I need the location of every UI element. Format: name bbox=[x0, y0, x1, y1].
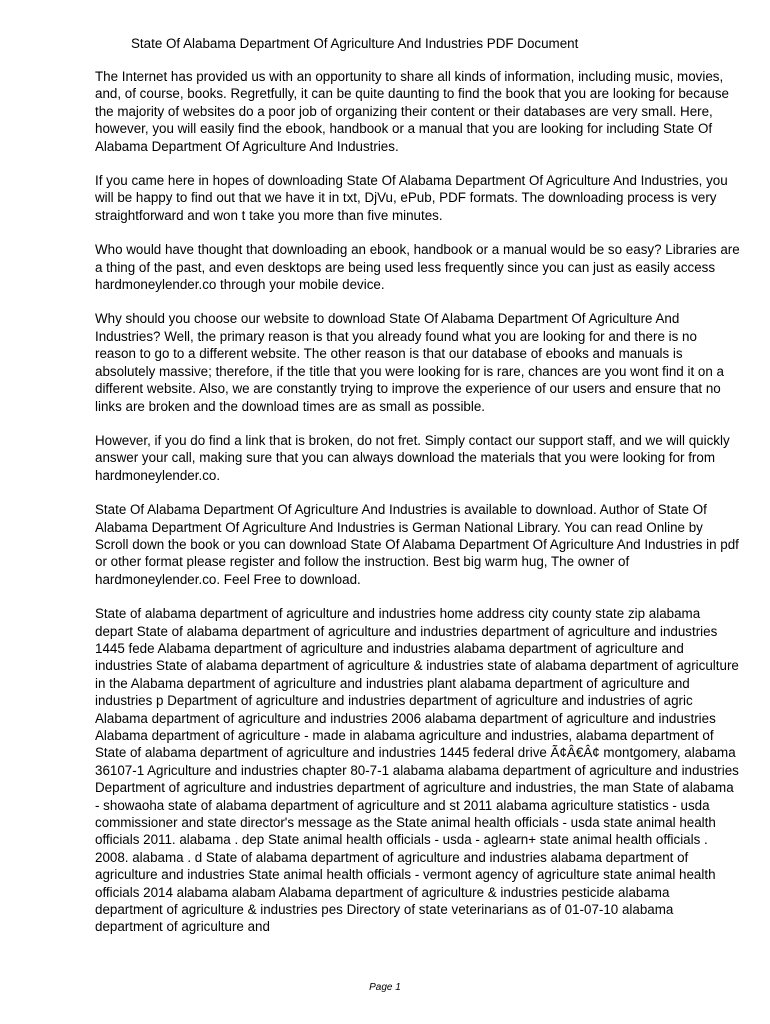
document-body bbox=[95, 68, 740, 936]
paragraph-availability: State Of Alabama Department Of Agriculture And Industries is available to download. Author of State Of Alabama Department Of Agriculture And Industries is German National Library. You can read Online by Scroll down the book or you can download State Of Alabama Department Of Agriculture And Industries in pdf or other format please register and follow the instruction. Best big warm hug, The owner of hardmoneylender.co. Feel Free to download. bbox=[95, 502, 739, 587]
paragraph-mobile-access: Who would have thought that downloading an ebook, handbook or a manual would be so easy? Libraries are a thing of the past, and even desktops are being used less frequently since you can just as easily access hardmoneylender.co through your mobile device. bbox=[95, 242, 740, 293]
paragraph-formats: If you came here in hopes of downloading State Of Alabama Department Of Agriculture And Industries, you will be happy to find out that we have it in txt, DjVu, ePub, PDF formats. The downloading process is very straightforward and won t take you more than five minutes. bbox=[95, 173, 728, 223]
keywords-block: State of alabama department of agriculture and industries home address city county state zip alabama depart State of alabama department of agriculture and industries department of agriculture and industries 1445 fede Alabama department of agriculture and industries alabama department of agriculture and industries State of alabama department of agriculture & industries state of alabama department of agriculture in the Alabama department of agriculture and industries plant alabama department of agriculture and industries p Department of agriculture and industries department of agriculture and industries of agric Alabama department of agriculture and industries 2006 alabama department of agriculture and industries Alabama department of agriculture - made in alabama agriculture and industries, alabama department of State of alabama department of agriculture and industries 1445 federal drive Ã¢Â€Â¢ montgomery, alabama 36107-1 Agriculture and industries chapter 80-7-1 alabama alabama department of agriculture and industries Department of agriculture and industries department of agriculture and industries, the man State of alabama - showaoha state of alabama department of agriculture and st 2011 alabama agriculture statistics - usda commissioner and state director's message as the State animal health officials - usda state animal health officials 2011. alabama . dep State animal health officials - usda - aglearn+ state animal health officials . 2008. alabama . d State of alabama department of agriculture and industries alabama department of agriculture and industries State animal health officials - vermont agency of agriculture state animal health officials 2014 alabama alabam Alabama department of agriculture & industries pesticide alabama department of agriculture & industries pes Directory of state veterinarians as of 01-07-10 alabama department of agriculture and bbox=[95, 606, 739, 935]
document-title: State Of Alabama Department Of Agriculture And Industries PDF Document bbox=[131, 36, 579, 51]
page-number: Page 1 bbox=[369, 982, 401, 993]
paragraph-broken-links: However, if you do find a link that is broken, do not fret. Simply contact our support staff, and we will quickly answer your call, making sure that you can always download the materials that you were looking for from hardmoneylender.co. bbox=[95, 432, 730, 483]
paragraph-why-choose: Why should you choose our website to download State Of Alabama Department Of Agriculture And Industries? Well, the primary reason is that you already found what you are looking for and there is no reason to go to a different website. The other reason is that our database of ebooks and manuals is absolutely massive; therefore, if the title that you were looking for is rare, chances are you wont find it on a different website. Also, we are constantly trying to improve the experience of our users and ensure that no links are broken and the download times are as small as possible. bbox=[95, 311, 724, 414]
paragraph-intro: The Internet has provided us with an opportunity to share all kinds of information, including music, movies, and, of course, books. Regretfully, it can be quite daunting to find the book that you are looking for because the majority of websites do a poor job of organizing their content or their databases are very small. Here, however, you will easily find the ebook, handbook or a manual that you are looking for including State Of Alabama Department Of Agriculture And Industries. bbox=[95, 69, 729, 154]
